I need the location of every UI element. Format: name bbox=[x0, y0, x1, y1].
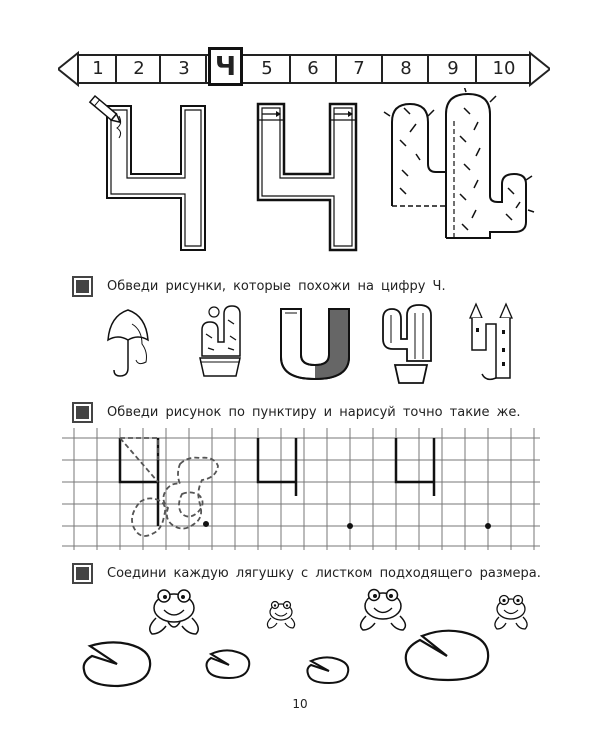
task-3 bbox=[72, 563, 541, 584]
lily-pad-large-2[interactable] bbox=[402, 628, 492, 684]
task-3-bullet bbox=[72, 563, 93, 584]
page-number: 10 bbox=[292, 697, 308, 711]
task-1-bullet bbox=[72, 276, 93, 297]
task-2 bbox=[72, 402, 520, 423]
umbrella-icon[interactable] bbox=[98, 302, 158, 380]
castle-icon[interactable] bbox=[466, 300, 518, 384]
task-2-bullet bbox=[72, 402, 93, 423]
trace-digit-with-pencil bbox=[85, 92, 225, 257]
cactus-digit-picture bbox=[380, 88, 535, 258]
trace-digit-with-arrows bbox=[250, 98, 365, 256]
number-7: 7 bbox=[353, 58, 365, 79]
number-8: 8 bbox=[400, 58, 412, 79]
number-2: 2 bbox=[133, 58, 145, 79]
number-5: 5 bbox=[261, 58, 273, 79]
number-1: 1 bbox=[92, 58, 104, 79]
magnet-icon[interactable] bbox=[275, 305, 355, 383]
task-3-text: Соедини каждую лягушку с листком подходящего размера. bbox=[107, 566, 541, 581]
number-10: 10 bbox=[492, 58, 516, 79]
task-2-text: Обведи рисунок по пунктиру и нарисуй точно такие же. bbox=[107, 405, 521, 420]
frog-small-1[interactable] bbox=[264, 600, 298, 630]
task-1-text: Обведи рисунки, которые похожи на цифру Ч. bbox=[107, 279, 446, 294]
lily-pad-large-1[interactable] bbox=[80, 640, 155, 688]
task-1 bbox=[72, 276, 446, 297]
cactus-pot-icon[interactable] bbox=[375, 303, 443, 385]
frog-large-1[interactable] bbox=[142, 588, 206, 638]
potted-cactus-icon[interactable] bbox=[190, 300, 248, 380]
lily-pad-small-2[interactable] bbox=[306, 655, 352, 687]
number-3: 3 bbox=[178, 58, 190, 79]
number-6: 6 bbox=[307, 58, 319, 79]
frog-medium[interactable] bbox=[490, 594, 532, 634]
number-4-letter: Ч bbox=[214, 52, 236, 82]
lily-pad-small-1[interactable] bbox=[205, 648, 253, 682]
drawing-grid[interactable] bbox=[62, 428, 540, 550]
number-9: 9 bbox=[447, 58, 459, 79]
